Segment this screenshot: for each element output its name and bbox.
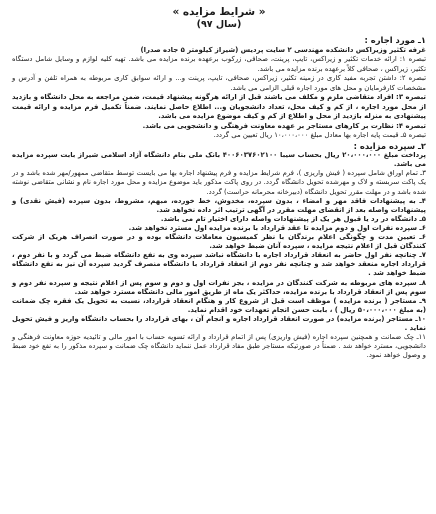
section-heading-deposit: ۲ـ سپرده مزایده : [353, 140, 426, 151]
clause-3: ۳ـ تمام اوراق شامل سپرده ( فیش واریزی )، فرم شرایط مزایده و فرم پیشنهاد اجاره بها می بایست توسط متقاضی ممهور/مهر شده باشد و در یک پاکت سربسته و لاک و مهرشده تحویل دانشگاه گردد. در روی پاکت مذکور باید موضوع مزایده و محل مورد اجاره نام و نشانی متقاضی نوشته شده باشد و در مهلت مقرر تحویل دانشگاه (دبیرخانه محرمانه حراست) گردد. [12, 169, 426, 196]
clause-10: ۱۰ـ مستاجر (برنده مزایده) در صورت انعقاد قرارداد اجاره و انجام آن ، بهای قرارداد را بحساب دانشگاه واریز و فیش تحویل نماید . [12, 314, 426, 332]
document-title: « شرایط مزایده » [172, 6, 266, 18]
section-heading-rental-item: ۱ـ مورد اجاره : [364, 35, 426, 45]
clause-6b: ۶ـ تعیین مدت و چگونگی اعلام برندگان با نظر کمیسیون معاملات دانشگاه بوده و در صورت انصراف هریک از شرکت کنندگان قبل از اعلام نتیجه مزایده ، سپرده آنان ضبط خواهد شد. [12, 233, 426, 251]
clause-5: ۵ـ دانشگاه در رد یا قبول هر یک از پیشنهادات واصله دارای اختیار تام می باشد. [160, 214, 426, 223]
clause-6a: ۶ـ سپرده نفرات اول و دوم مزایده تا عقد قرارداد با برنده مزایده اول مسترد نخواهد شد. [128, 223, 426, 232]
clause-9: ۹ـ مستاجر ( برنده مزایده ) موظف است قبل از شروع کار و هنگام انعقاد قرارداد، نسبت به تحویل یک فقره چک ضمانت (به مبلغ ۵۰،۰۰۰،۰۰۰ ریال ) ، بابت حسن انجام تعهدات خود اقدام نماید. [12, 296, 426, 314]
clause-4: ۴ـ به پیشنهادات فاقد مهر و امضاء ، بدون سپرده، مخدوش، خط خورده، مبهم، مشروط، بدون سپرده (فیش نقدی) و پیشنهادات واصله بعد از انقضای مهلت مقرر در آگهی ترتیب اثر داده نخواهد شد. [12, 196, 426, 214]
document-subtitle: (سال ۹۷) [196, 19, 242, 30]
deposit-payment: پرداخت مبلغ ۲۰،۰۰۰،۰۰۰ ریال بحساب سیبا ۴۰۰۶۰۳۷۶۰۲۱۰۰ بانک ملی بنام دانشگاه آزاد اسلامی شیراز بابت سپرده مزایده می باشد. [12, 151, 426, 169]
note-1: تبصره ۱: ارائه خدمات تکثیر و زیراکس، تایپ، پرینت، صحافی، زرکوب برعهده برنده مزایده می باشد. تهیه کلیه لوازم و وسایل شامل دستگاه تکثیر، زیراکس ، صحافی کلاً برعهده برنده مزایده می باشد. [12, 55, 427, 73]
clause-11: ۱۱ـ چک ضمانت و همچنین سپرده اجاره (فیش واریزی) پس از اتمام قرارداد و ارائه تسویه حساب با امور مالی و تائیدیه حوزه معاونت فرهنگی و دانشجویی، مسترد خواهد شد . ضمناً در صورتیکه مستاجر طبق مفاد قرارداد عمل ننماید دانشگاه چک ضمانت و سپرده مذکور را به نفع خود ضبط و وصول خواهد نمود. [12, 333, 426, 360]
clause-7: ۷ـ چنانچه نفر اول حاضر به انعقاد قرارداد اجاره با دانشگاه نباشد سپرده وی به نفع دانشگاه ضبط می گردد و با نفر دوم ، قرارداد اجاره منعقد خواهد شد و چنانچه نفر دوم از انعقاد قرارداد با دانشگاه منصرف گردید سپرده آن نیز به نفع دانشگاه ضبط خواهد شد . [12, 251, 426, 278]
clause-8: ۸ـ سپرده های مربوطه به شرکت کنندگان در مزایده ، بجز نفرات اول و دوم و سوم پس از اعلام نتیجه و سپرده نفر دوم و سوم پس از انعقاد قرارداد با برنده مزایده، حداکثر یک ماه از طریق امور مالی دانشگاه مسترد خواهد شد. [12, 278, 426, 296]
note-5: تبصره ۵ـ قیمت پایه اجاره بها معادل مبلغ ۱۰،۰۰۰،۰۰۰ ریال تعیین می گردد. [213, 131, 426, 140]
note-3: تبصره ۳: افراد متقاضی ملزم و مکلف می باشند قبل از ارائه هرگونه پیشنهاد قیمت، ضمن مراجعه به محل دانشگاه و بازدید از محل مورد اجاره ، از کم و کیف محل، تعداد دانشجویان و... اطلاع حاصل نمایند. ضمناً تکمیل فرم مزایده و ارائه قیمت پیشنهادی به منزله بازدید از محل و اطلاع از کم و کیف موضوع مزایده می باشد. [12, 93, 426, 121]
note-4: تبصره ۴: نظارت بر کارهای مستاجر بر عهده معاونت فرهنگی و دانشجویی می باشد. [142, 121, 426, 130]
note-2: تبصره ۲: داشتن تجربه مفید کاری در زمینه تکثیر، زیراکس، صحافی، تایپ، پرینت و... و ارائه سوابق کاری مربوطه به همراه تلفن و آدرس و مشخصات کارفرمایان و محل های مورد اجاره قبلی الزامی می باشد. [12, 74, 426, 92]
rental-location: غرفه تکثیر وزیراکس دانشکده مهندسی ۲ سایت پردیس (شیراز کیلومتر ۵ جاده صدرا) [140, 45, 426, 54]
